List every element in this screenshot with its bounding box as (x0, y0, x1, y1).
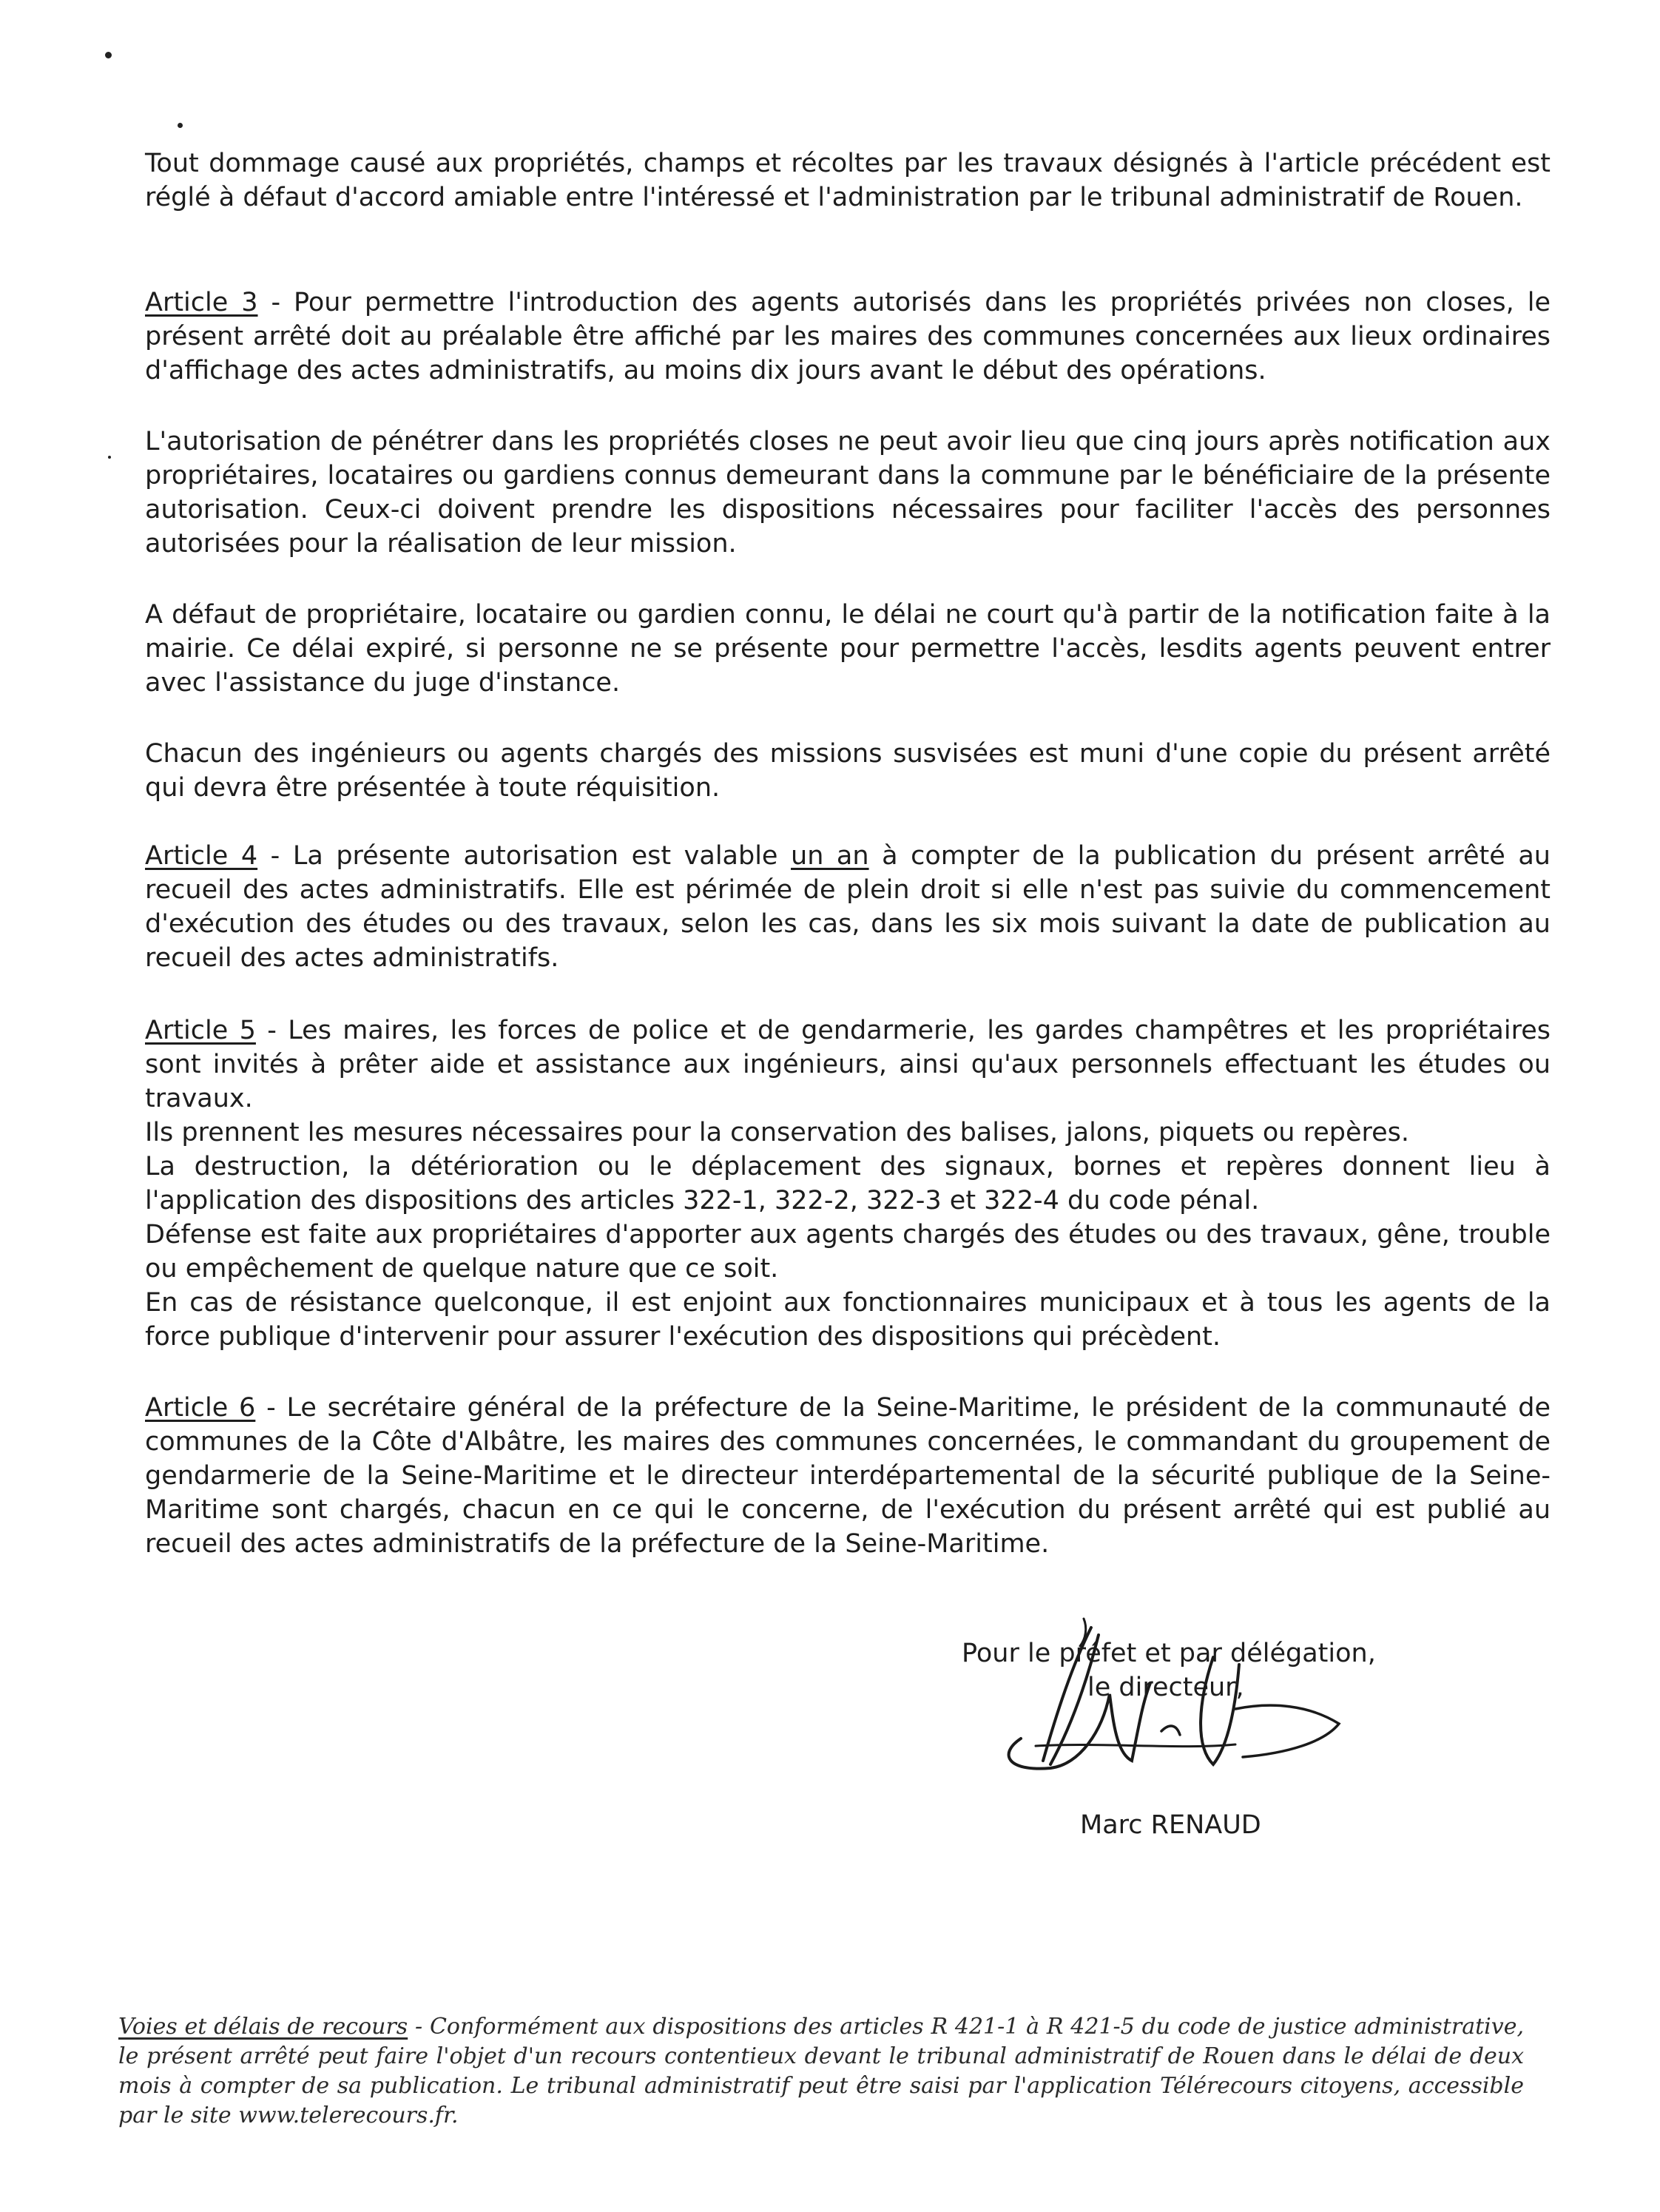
appeal-notice (118, 2012, 1524, 2131)
article-3-paragraph (145, 286, 1551, 388)
article-5-label: Article 5 (145, 1016, 256, 1045)
article-4-label: Article 4 (145, 841, 258, 871)
article-3-paragraph-4 (145, 737, 1551, 805)
article-5-line-3: La destruction, la détérioration ou le déplacement des signaux, bornes et repères donnent lieu à l'application des dispositions des articles 322-1, 322-2, 322-3 et 322-4 du code pénal. (145, 1152, 1551, 1215)
article-4-duration: un an (791, 841, 869, 871)
article-4-text-pre: - La présente autorisation est valable (257, 841, 792, 871)
article-5-text: - Les maires, les forces de police et de gendarmerie, les gardes champêtres et les propriétaires sont invités à prêter aide et assistance aux ingénieurs, ainsi qu'aux personnels effectuant les études ou travaux. (145, 1016, 1551, 1113)
scan-speck (105, 52, 112, 58)
article-6-label: Article 6 (145, 1393, 256, 1423)
scan-speck (178, 123, 183, 128)
article-3-paragraph-2 (145, 425, 1551, 561)
article-3-label: Article 3 (145, 288, 258, 317)
signature-title: le directeur, (1087, 1673, 1244, 1702)
article-5-line-5: En cas de résistance quelconque, il est enjoint aux fonctionnaires municipaux et à tous les agents de la force publique d'intervenir pour assurer l'exécution des dispositions qui précèdent. (145, 1288, 1551, 1352)
appeal-notice-label: Voies et délais de recours (118, 2014, 408, 2040)
article-6-text: - Le secrétaire général de la préfecture de la Seine-Maritime, le président de la communauté de communes de la Côte d'Albâtre, les maires des communes concernées, le commandant du groupement de gendarmerie de la Seine-Maritime et le directeur interdépartemental de la sécurité publique de la Seine-Maritime sont chargés, chacun en ce qui le concerne, de l'exécution du présent arrêté qui est publié au recueil des actes administratifs de la préfecture de la Seine-Maritime. (145, 1393, 1551, 1559)
article-3-text: - Pour permettre l'introduction des agents autorisés dans les propriétés privées non closes, le présent arrêté doit au préalable être affiché par les maires des communes concernées aux lieux ordinaires d'affichage des actes administratifs, au moins dix jours avant le début des opérations. (145, 288, 1551, 385)
article-3-text-3: A défaut de propriétaire, locataire ou gardien connu, le délai ne court qu'à partir de la notification faite à la mairie. Ce délai expiré, si personne ne se présente pour permettre l'accès, lesdits agents peuvent entrer avec l'assistance du juge d'instance. (145, 600, 1551, 698)
intro-text: Tout dommage causé aux propriétés, champs et récoltes par les travaux désignés à l'article précédent est réglé à défaut d'accord amiable entre l'intéressé et l'administration par le tribunal administratif de Rouen. (145, 149, 1551, 212)
article-5-line-2: Ils prennent les mesures nécessaires pour la conservation des balises, jalons, piquets ou repères. (145, 1118, 1410, 1147)
signatory-name: Marc RENAUD (1080, 1810, 1261, 1840)
article-3-paragraph-3 (145, 598, 1551, 700)
article-4-paragraph (145, 839, 1551, 975)
article-3-text-4: Chacun des ingénieurs ou agents chargés des missions susvisées est muni d'une copie du présent arrêté qui devra être présentée à toute réquisition. (145, 739, 1551, 803)
article-3-text-2: L'autorisation de pénétrer dans les propriétés closes ne peut avoir lieu que cinq jours après notification aux propriétaires, locataires ou gardiens connus demeurant dans la commune par le bénéficiaire de la présente autorisation. Ceux-ci doivent prendre les dispositions nécessaires pour faciliter l'accès des personnes autorisées pour la réalisation de leur mission. (145, 427, 1551, 559)
signature-delegation: Pour le préfet et par délégation, (962, 1639, 1376, 1668)
article-5-paragraph (145, 1014, 1551, 1354)
article-4-text-post: à compter de la publication du présent arrêté au recueil des actes administratifs. Elle est périmée de plein droit si elle n'est pas suivie du commencement d'exécution des études ou des travaux, selon les cas, dans les six mois suivant la date de publication au recueil des actes administratifs. (145, 841, 1551, 973)
article-5-line-4: Défense est faite aux propriétaires d'apporter aux agents chargés des études ou des travaux, gêne, trouble ou empêchement de quelque nature que ce soit. (145, 1220, 1551, 1284)
scan-speck (108, 456, 111, 459)
intro-paragraph (145, 146, 1551, 215)
article-6-paragraph (145, 1391, 1551, 1561)
appeal-notice-text: - Conformément aux dispositions des articles R 421-1 à R 421-5 du code de justice administrative, le présent arrêté peut faire l'objet d'un recours contentieux devant le tribunal administratif de Rouen dans le délai de deux mois à compter de sa publication. Le tribunal administratif peut être saisi par l'application Télérecours citoyens, accessible par le site www.telerecours.fr. (118, 2014, 1524, 2128)
handwritten-signature (991, 1613, 1376, 1790)
